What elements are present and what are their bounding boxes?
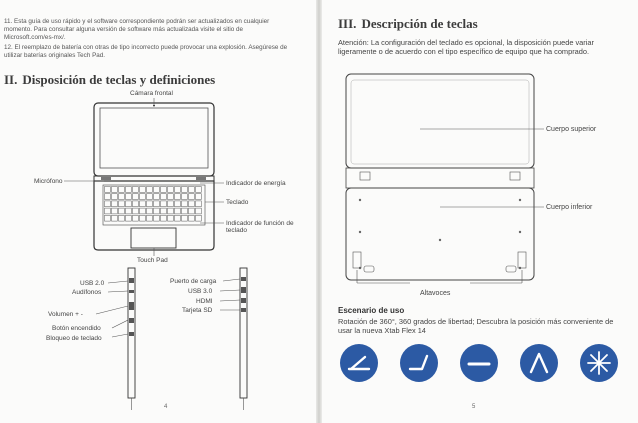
label-touchpad: Touch Pad — [137, 257, 168, 264]
keyboard-key — [147, 201, 153, 207]
laptop-mode-icon — [340, 344, 378, 382]
label-speakers: Altavoces — [420, 290, 451, 297]
keyboard-key — [161, 194, 167, 200]
keyboard-key — [175, 208, 181, 214]
note-12: 12. El reemplazo de batería con otras de tipo incorrecto puede provocar una explosión. Asegúrese de utilizar baterías originales Tech Pad. — [4, 44, 288, 59]
keyboard-key — [182, 215, 188, 221]
section-number-3: III. — [338, 16, 357, 31]
keyboard-key — [189, 208, 195, 214]
keyboard-key — [119, 194, 125, 200]
keyboard-key — [189, 187, 195, 193]
page-number-right: 5 — [472, 404, 476, 410]
label-front-camera: Cámara frontal — [130, 90, 173, 97]
keyboard-key — [147, 208, 153, 214]
attention-text: Atención: La configuración del teclado es opcional, la disposición puede variar ligeramente o de acuerdo con el tipo específico de equipo que ha comprado. — [338, 38, 594, 56]
right-page — [320, 0, 638, 423]
keyboard-key — [126, 194, 132, 200]
keyboard-key — [168, 187, 174, 193]
label-lower-body: Cuerpo inferior — [546, 204, 593, 211]
label-charging-port: Puerto de carga — [170, 278, 217, 285]
keyboard-key — [112, 208, 118, 214]
keyboard-key — [175, 215, 181, 221]
keyboard-key — [196, 187, 202, 193]
label-power-indicator: Indicador de energía — [226, 180, 286, 187]
keyboard-key — [105, 208, 111, 214]
keyboard-key — [168, 215, 174, 221]
keyboard-key — [175, 201, 181, 207]
note-11: 11. Esta guía de uso rápido y el software correspondiente podrán ser actualizados en cualquier momento. Para consultar alguna versión de software más actualizada visite el sitio de Microsoft.com/es-mx/. — [4, 18, 270, 41]
laptop-diagram — [0, 0, 318, 423]
keyboard-key — [154, 194, 160, 200]
keyboard-key — [112, 201, 118, 207]
label-upper-body: Cuerpo superior — [546, 126, 597, 133]
keyboard-key — [154, 215, 160, 221]
keyboard-key — [119, 201, 125, 207]
keyboard-key — [119, 187, 125, 193]
keyboard-key — [161, 215, 167, 221]
keyboard-key — [154, 187, 160, 193]
keyboard-key — [133, 201, 139, 207]
section-number: II. — [4, 72, 18, 87]
keyboard-key — [112, 215, 118, 221]
keyboard-key — [133, 187, 139, 193]
keyboard-key — [175, 194, 181, 200]
page-number-left: 4 — [164, 404, 168, 410]
keyboard-key — [189, 201, 195, 207]
label-power-button: Botón encendido — [52, 325, 101, 332]
keyboard-key — [154, 208, 160, 214]
keyboard-key — [105, 201, 111, 207]
keyboard-key — [112, 194, 118, 200]
keyboard-key — [182, 208, 188, 214]
keyboard-key — [196, 194, 202, 200]
label-usb2: USB 2.0 — [80, 280, 105, 287]
keyboard-key — [196, 201, 202, 207]
left-page — [0, 0, 318, 423]
label-keyboard-lock: Bloqueo de teclado — [46, 335, 102, 342]
tablet-mode-icon — [460, 344, 498, 382]
rotation-360-icon — [580, 344, 618, 382]
keyboard-key — [105, 215, 111, 221]
label-sd-card: Tarjeta SD — [182, 307, 213, 314]
usage-title: Escenario de uso — [338, 306, 405, 315]
label-usb3: USB 3.0 — [188, 288, 213, 295]
keyboard-key — [182, 201, 188, 207]
keyboard-key — [140, 215, 146, 221]
keyboard-key — [105, 194, 111, 200]
label-volume: Volumen + - — [48, 311, 83, 318]
label-keyboard: Teclado — [226, 199, 249, 206]
stand-mode-icon — [400, 344, 438, 382]
keyboard-key — [119, 208, 125, 214]
keyboard-key — [147, 215, 153, 221]
label-hdmi: HDMI — [196, 298, 213, 305]
section-title: Disposición de teclas y definiciones — [22, 72, 216, 87]
keyboard-key — [182, 187, 188, 193]
usage-text: Rotación de 360°, 360 grados de libertad; Descubra la posición más conveniente de usar la nueva Xtab Flex 14 — [338, 317, 614, 335]
keyboard-key — [140, 201, 146, 207]
tent-mode-icon — [520, 344, 558, 382]
keyboard-key — [140, 208, 146, 214]
keyboard-key — [112, 187, 118, 193]
keyboard-key — [161, 201, 167, 207]
keyboard-key — [119, 215, 125, 221]
keyboard-key — [126, 215, 132, 221]
keyboard-key — [175, 187, 181, 193]
keyboard-key — [133, 215, 139, 221]
keyboard-key — [126, 201, 132, 207]
keyboard-key — [133, 194, 139, 200]
keyboard-key — [168, 208, 174, 214]
keyboard-key — [161, 208, 167, 214]
keyboard-key — [168, 201, 174, 207]
keyboard-key — [189, 215, 195, 221]
keyboard-key — [133, 208, 139, 214]
keyboard-key — [161, 187, 167, 193]
keyboard-key — [105, 187, 111, 193]
label-function-indicator: Indicador de función de teclado — [226, 220, 294, 234]
section-title-3: Descripción de teclas — [361, 16, 478, 31]
keyboard-key — [196, 215, 202, 221]
keyboard-key — [168, 194, 174, 200]
keyboard-key — [126, 208, 132, 214]
keyboard-key — [147, 194, 153, 200]
label-headphones: Audífonos — [72, 289, 102, 296]
keyboard-key — [154, 201, 160, 207]
keyboard-key — [182, 194, 188, 200]
keyboard-key — [140, 187, 146, 193]
label-microphone: Micrófono — [34, 178, 63, 185]
keyboard-key — [126, 187, 132, 193]
keyboard-key — [189, 194, 195, 200]
keyboard-key — [196, 208, 202, 214]
keyboard-key — [140, 194, 146, 200]
keyboard-key — [147, 187, 153, 193]
